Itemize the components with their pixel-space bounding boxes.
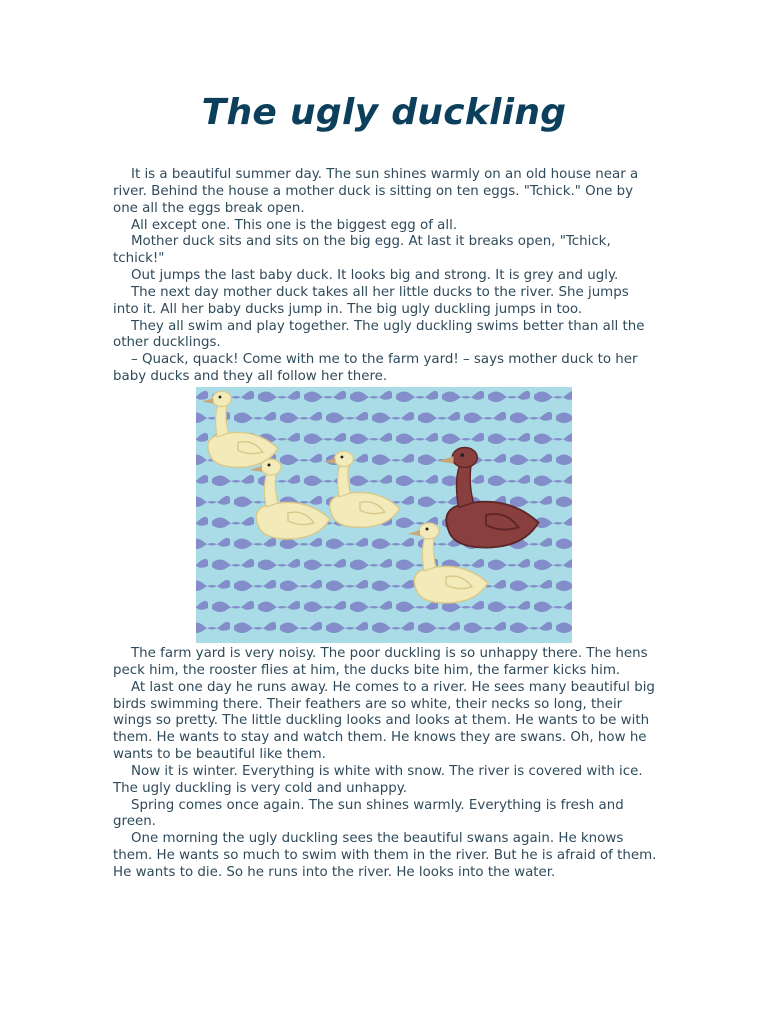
duck-eye: [460, 453, 464, 457]
story-text-top: [113, 167, 658, 386]
paragraph: It is a beautiful summer day. The sun shines warmly on an old house near a river. Behind the house a mother duck is sitting on ten eggs. "Tchick." One by one all the eggs break open.: [113, 167, 639, 216]
paragraph: The next day mother duck takes all her little ducks to the river. She jumps into it. All her baby ducks jump in. The big ugly duckling jumps in too.: [113, 284, 629, 317]
ducks-swimming-picture: [196, 387, 572, 643]
duck-eye: [341, 456, 344, 459]
duck-neck: [338, 463, 351, 497]
duck-head: [452, 448, 477, 468]
duck-eye: [219, 396, 222, 399]
paragraph: Now it is winter. Everything is white with snow. The river is covered with ice. The ugly duckling is very cold and unhappy.: [113, 763, 643, 796]
duck-neck: [216, 403, 229, 437]
paragraph: The farm yard is very noisy. The poor duckling is so unhappy there. The hens peck him, the rooster flies at him, the ducks bite him, the farmer kicks him.: [113, 646, 648, 678]
duck-eye: [268, 464, 271, 467]
duck-head: [419, 523, 439, 539]
paragraph: They all swim and play together. The ugly duckling swims better than all the other ducklings.: [113, 318, 645, 351]
duck-head: [334, 451, 353, 466]
duck-head: [212, 391, 231, 406]
duck-head: [261, 459, 281, 475]
paragraph: Spring comes once again. The sun shines warmly. Everything is fresh and green.: [113, 797, 624, 830]
duck-neck: [422, 535, 436, 571]
page-title: The ugly duckling: [201, 92, 567, 133]
duck-neck: [457, 463, 474, 508]
paragraph: At last one day he runs away. He comes to a river. He sees many beautiful big birds swimming there. Their feathers are so white, their necks so long, their wings so pretty. The little duckling looks and looks at them. He wants to be with them. He wants to stay and watch them. He knows they are swans. Oh, how he wants to be beautiful like them.: [113, 679, 655, 763]
paragraph: All except one. This one is the biggest egg of all.: [131, 217, 458, 233]
paragraph: Out jumps the last baby duck. It looks big and strong. It is grey and ugly.: [131, 268, 619, 284]
paragraph: Mother duck sits and sits on the big egg. At last it breaks open, "Tchick, tchick!": [113, 234, 611, 267]
ducks-illustration: [196, 387, 572, 643]
paragraph: – Quack, quack! Come with me to the farm yard! – says mother duck to her baby ducks and they all follow her there.: [113, 352, 638, 385]
story-text-bottom: [113, 646, 658, 882]
duck-eye: [426, 528, 429, 531]
duck-neck: [264, 471, 278, 507]
paragraph: One morning the ugly duckling sees the beautiful swans again. He knows them. He wants so much to swim with them in the river. But he is afraid of them. He wants to die. So he runs into the river. He looks into the water.: [113, 831, 657, 880]
